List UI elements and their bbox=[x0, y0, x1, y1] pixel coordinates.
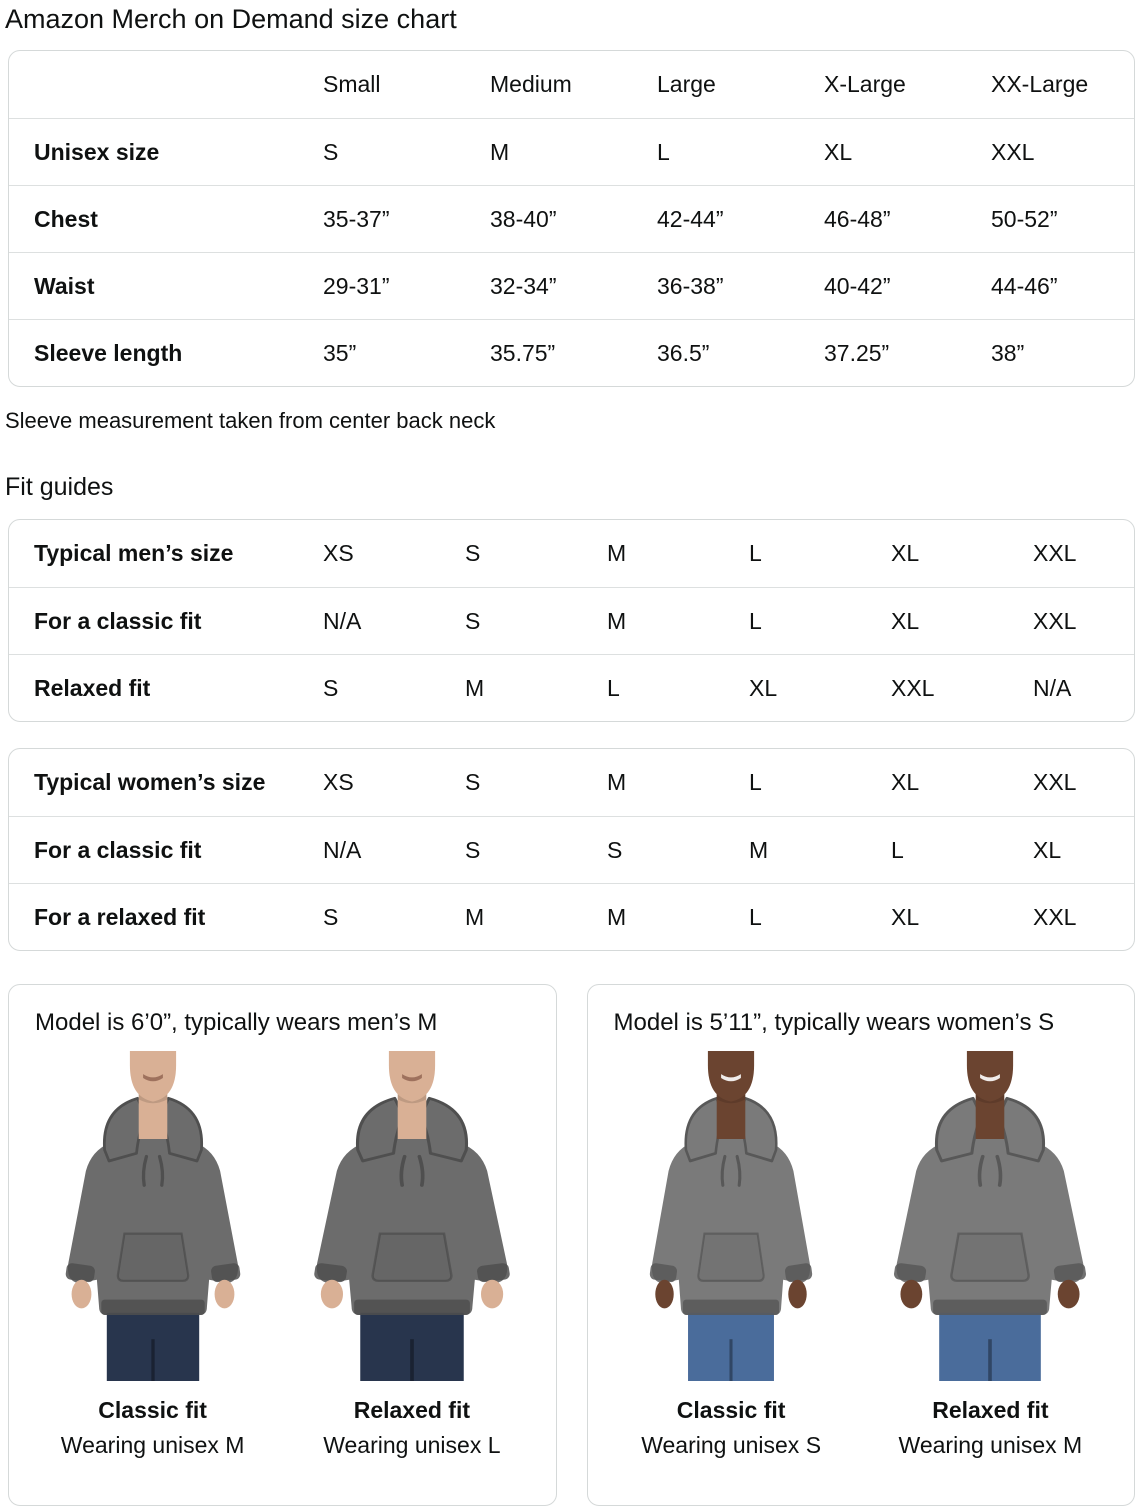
photo-captions bbox=[23, 1397, 542, 1459]
size-cell: XL bbox=[891, 540, 920, 567]
model-card-heading: Model is 6’0”, typically wears men’s M bbox=[35, 1009, 438, 1037]
size-cell: M bbox=[607, 607, 627, 634]
size-cell: XL bbox=[891, 903, 920, 930]
size-cell: XS bbox=[323, 540, 354, 567]
size-cell: L bbox=[607, 674, 620, 701]
table-row-chest bbox=[9, 185, 1134, 252]
mens-fit-guide-table bbox=[8, 519, 1135, 722]
womens-model-card bbox=[587, 984, 1136, 1506]
column-header-xlarge: X-Large bbox=[824, 71, 906, 98]
size-cell: S bbox=[323, 903, 339, 930]
size-cell: XL bbox=[749, 674, 778, 701]
relaxed-fit-caption bbox=[282, 1397, 541, 1459]
womens-fit-guide-table bbox=[8, 748, 1135, 951]
column-header-large: Large bbox=[657, 71, 716, 98]
table-row-typical-womens-size bbox=[9, 749, 1134, 816]
size-cell: L bbox=[749, 769, 762, 796]
wearing-label: Wearing unisex L bbox=[323, 1432, 501, 1459]
size-cell: XXL bbox=[1033, 540, 1077, 567]
row-label: Chest bbox=[34, 205, 98, 232]
size-cell: XL bbox=[891, 607, 920, 634]
classic-fit-caption bbox=[602, 1397, 861, 1459]
size-cell: 38-40” bbox=[490, 205, 557, 232]
sleeve-measurement-footnote: Sleeve measurement taken from center back neck bbox=[5, 408, 496, 434]
size-cell: M bbox=[490, 138, 510, 165]
size-cell: 36-38” bbox=[657, 272, 724, 299]
size-cell: XL bbox=[824, 138, 853, 165]
wearing-label: Wearing unisex M bbox=[60, 1432, 245, 1459]
column-header-small: Small bbox=[323, 71, 381, 98]
size-cell: S bbox=[323, 138, 339, 165]
table-row-sleeve-length bbox=[9, 319, 1134, 386]
table-row-typical-mens-size bbox=[9, 520, 1134, 587]
size-cell: L bbox=[657, 138, 670, 165]
model-cards bbox=[8, 984, 1135, 1506]
size-cell: 32-34” bbox=[490, 272, 557, 299]
table-header-row bbox=[9, 51, 1134, 118]
size-cell: N/A bbox=[323, 836, 362, 863]
size-cell: XS bbox=[323, 769, 354, 796]
female-classic-fit-model-photo bbox=[606, 1051, 856, 1381]
row-label: Typical women’s size bbox=[34, 769, 266, 796]
model-card-heading: Model is 5’11”, typically wears women’s S bbox=[613, 1009, 1055, 1037]
wearing-label: Wearing unisex M bbox=[898, 1432, 1083, 1459]
size-cell: 35.75” bbox=[490, 339, 556, 366]
size-cell: XXL bbox=[1033, 769, 1077, 796]
fit-label: Relaxed fit bbox=[932, 1397, 1049, 1424]
size-cell: XL bbox=[891, 769, 920, 796]
row-label: Waist bbox=[34, 272, 95, 299]
classic-fit-caption bbox=[23, 1397, 282, 1459]
fit-guides-heading: Fit guides bbox=[5, 473, 114, 502]
size-cell: S bbox=[465, 607, 481, 634]
size-cell: L bbox=[891, 836, 904, 863]
row-label: For a relaxed fit bbox=[34, 903, 206, 930]
size-cell: 42-44” bbox=[657, 205, 724, 232]
table-row-waist bbox=[9, 252, 1134, 319]
row-label: Typical men’s size bbox=[34, 540, 234, 567]
mens-model-card bbox=[8, 984, 557, 1506]
relaxed-fit-caption bbox=[861, 1397, 1120, 1459]
table-row-relaxed-fit bbox=[9, 883, 1134, 950]
size-cell: M bbox=[607, 769, 627, 796]
size-cell: 35-37” bbox=[323, 205, 390, 232]
table-row-classic-fit bbox=[9, 816, 1134, 883]
size-cell: 36.5” bbox=[657, 339, 710, 366]
size-cell: 29-31” bbox=[323, 272, 390, 299]
size-cell: XXL bbox=[891, 674, 935, 701]
size-cell: N/A bbox=[1033, 674, 1072, 701]
model-photos bbox=[23, 1047, 542, 1381]
size-chart-table bbox=[8, 50, 1135, 387]
row-label: Sleeve length bbox=[34, 339, 183, 366]
male-classic-fit-model-photo bbox=[28, 1051, 278, 1381]
table-row-classic-fit bbox=[9, 587, 1134, 654]
size-cell: S bbox=[465, 836, 481, 863]
size-cell: S bbox=[607, 836, 623, 863]
size-cell: L bbox=[749, 607, 762, 634]
table-row-unisex-size bbox=[9, 118, 1134, 185]
size-cell: N/A bbox=[323, 607, 362, 634]
fit-label: Relaxed fit bbox=[353, 1397, 471, 1424]
size-cell: 44-46” bbox=[991, 272, 1058, 299]
size-cell: L bbox=[749, 540, 762, 567]
size-cell: S bbox=[465, 769, 481, 796]
size-cell: XXL bbox=[1033, 607, 1077, 634]
row-label: Unisex size bbox=[34, 138, 160, 165]
size-cell: 46-48” bbox=[824, 205, 891, 232]
column-header-xxlarge: XX-Large bbox=[991, 71, 1089, 98]
size-cell: M bbox=[465, 674, 485, 701]
model-photos bbox=[602, 1047, 1121, 1381]
size-cell: XL bbox=[1033, 836, 1062, 863]
female-relaxed-fit-model-photo bbox=[865, 1051, 1115, 1381]
row-label: For a classic fit bbox=[34, 607, 202, 634]
row-label: For a classic fit bbox=[34, 836, 202, 863]
size-cell: 40-42” bbox=[824, 272, 891, 299]
page-title: Amazon Merch on Demand size chart bbox=[5, 4, 457, 34]
fit-label: Classic fit bbox=[676, 1397, 786, 1424]
column-header-medium: Medium bbox=[490, 71, 572, 98]
wearing-label: Wearing unisex S bbox=[641, 1432, 822, 1459]
size-cell: M bbox=[749, 836, 769, 863]
size-cell: XXL bbox=[1033, 903, 1077, 930]
fit-label: Classic fit bbox=[98, 1397, 207, 1424]
size-cell: XXL bbox=[991, 138, 1035, 165]
size-cell: 35” bbox=[323, 339, 357, 366]
photo-captions bbox=[602, 1397, 1121, 1459]
size-cell: S bbox=[465, 540, 481, 567]
male-relaxed-fit-model-photo bbox=[287, 1051, 537, 1381]
row-label: Relaxed fit bbox=[34, 674, 151, 701]
size-cell: 50-52” bbox=[991, 205, 1058, 232]
size-cell: L bbox=[749, 903, 762, 930]
size-cell: S bbox=[323, 674, 339, 701]
size-cell: M bbox=[607, 540, 627, 567]
size-cell: 37.25” bbox=[824, 339, 890, 366]
size-cell: M bbox=[465, 903, 485, 930]
table-row-relaxed-fit bbox=[9, 654, 1134, 721]
size-cell: M bbox=[607, 903, 627, 930]
size-cell: 38” bbox=[991, 339, 1025, 366]
